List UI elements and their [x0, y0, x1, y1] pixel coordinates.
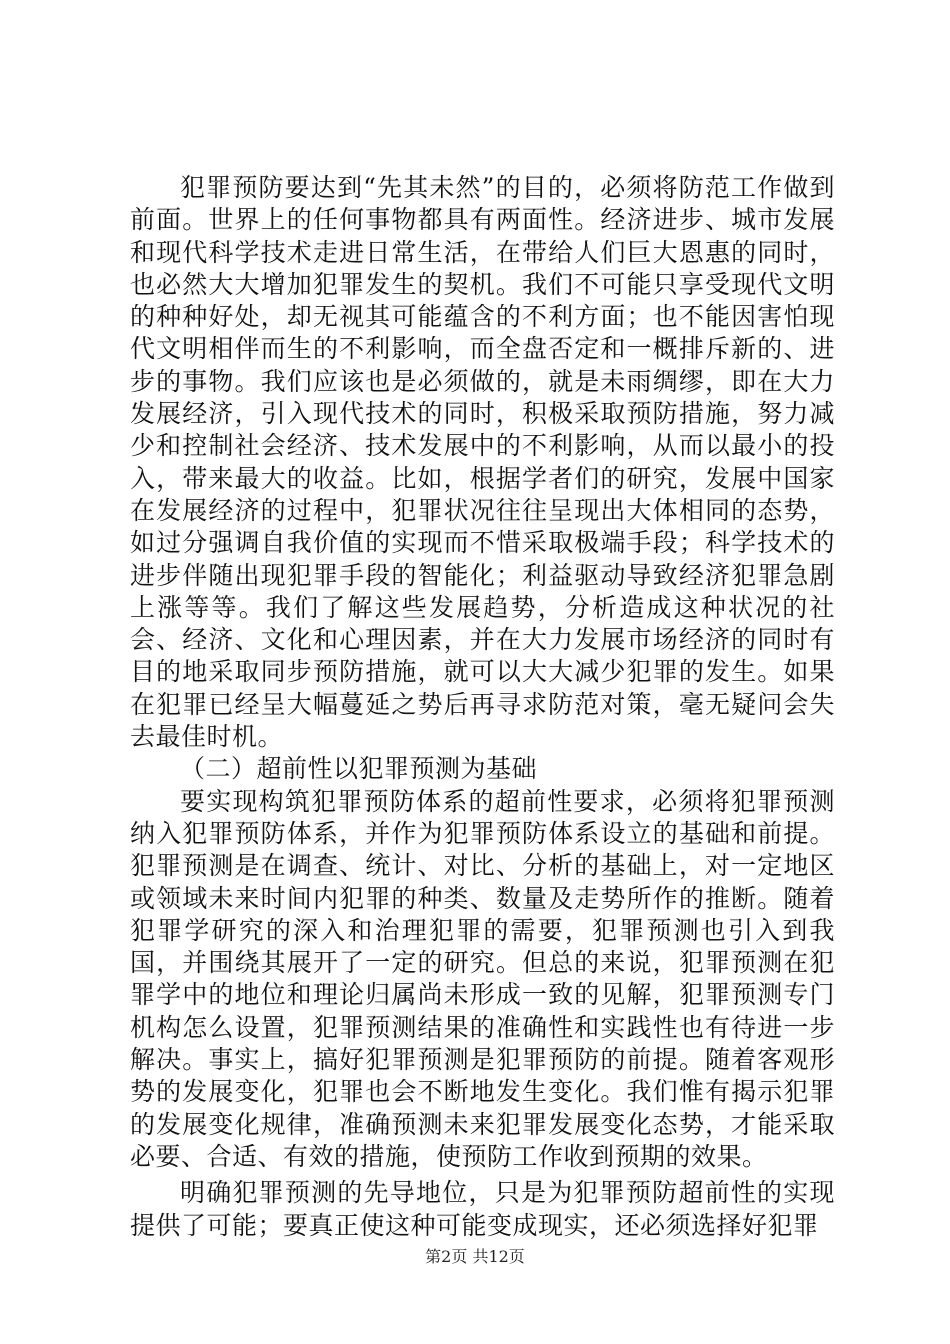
- page-number-footer: 第2页 共12页: [425, 1247, 525, 1266]
- document-body: [130, 172, 835, 1242]
- paragraph-crime-prediction: 要实现构筑犯罪预防体系的超前性要求，必须将犯罪预测纳入犯罪预防体系，并作为犯罪预防体系设立的基础和前提。犯罪预测是在调查、统计、对比、分析的基础上，对一定地区或领域未来时间内犯罪的种类、数量及走势所作的推断。随着犯罪学研究的深入和治理犯罪的需要，犯罪预测也引入到我国，并围绕其展开了一定的研究。但总的来说，犯罪预测在犯罪学中的地位和理论归属尚未形成一致的见解，犯罪预测专门机构怎么设置，犯罪预测结果的准确性和实践性也有待进一步解决。事实上，搞好犯罪预测是犯罪预防的前提。随着客观形势的发展变化，犯罪也会不断地发生变化。我们惟有揭示犯罪的发展变化规律，准确预测未来犯罪发展变化态势，才能采取必要、合适、有效的措施，使预防工作收到预期的效果。: [130, 786, 835, 1171]
- paragraph-crime-prevention-ahead: 犯罪预防要达到“先其未然”的目的，必须将防范工作做到前面。世界上的任何事物都具有两面性。经济进步、城市发展和现代科学技术走进日常生活，在带给人们巨大恩惠的同时，也必然大大增加犯罪发生的契机。我们不可能只享受现代文明的种种好处，却无视其可能蕴含的不利方面；也不能因害怕现代文明相伴而生的不利影响，而全盘否定和一概排斥新的、进步的事物。我们应该也是必须做的，就是未雨绸缪，即在大力发展经济，引入现代技术的同时，积极采取预防措施，努力减少和控制社会经济、技术发展中的不利影响，从而以最小的投入，带来最大的收益。比如，根据学者们的研究，发展中国家在发展经济的过程中，犯罪状况往往呈现出大体相同的态势，如过分强调自我价值的实现而不惜采取极端手段；科学技术的进步伴随出现犯罪手段的智能化；利益驱动导致经济犯罪急剧上涨等等。我们了解这些发展趋势，分析造成这种状况的社会、经济、文化和心理因素，并在大力发展市场经济的同时有目的地采取同步预防措施，就可以大大减少犯罪的发生。如果在犯罪已经呈大幅蔓延之势后再寻求防范对策，毫无疑问会失去最佳时机。: [130, 173, 835, 752]
- section-heading-prediction-basis: （二）超前性以犯罪预测为基础: [180, 754, 538, 784]
- paragraph-prediction-leading-role: 明确犯罪预测的先导地位，只是为犯罪预防超前性的实现提供了可能；要真正使这种可能变成现实，还必须选择好犯罪: [130, 1178, 835, 1240]
